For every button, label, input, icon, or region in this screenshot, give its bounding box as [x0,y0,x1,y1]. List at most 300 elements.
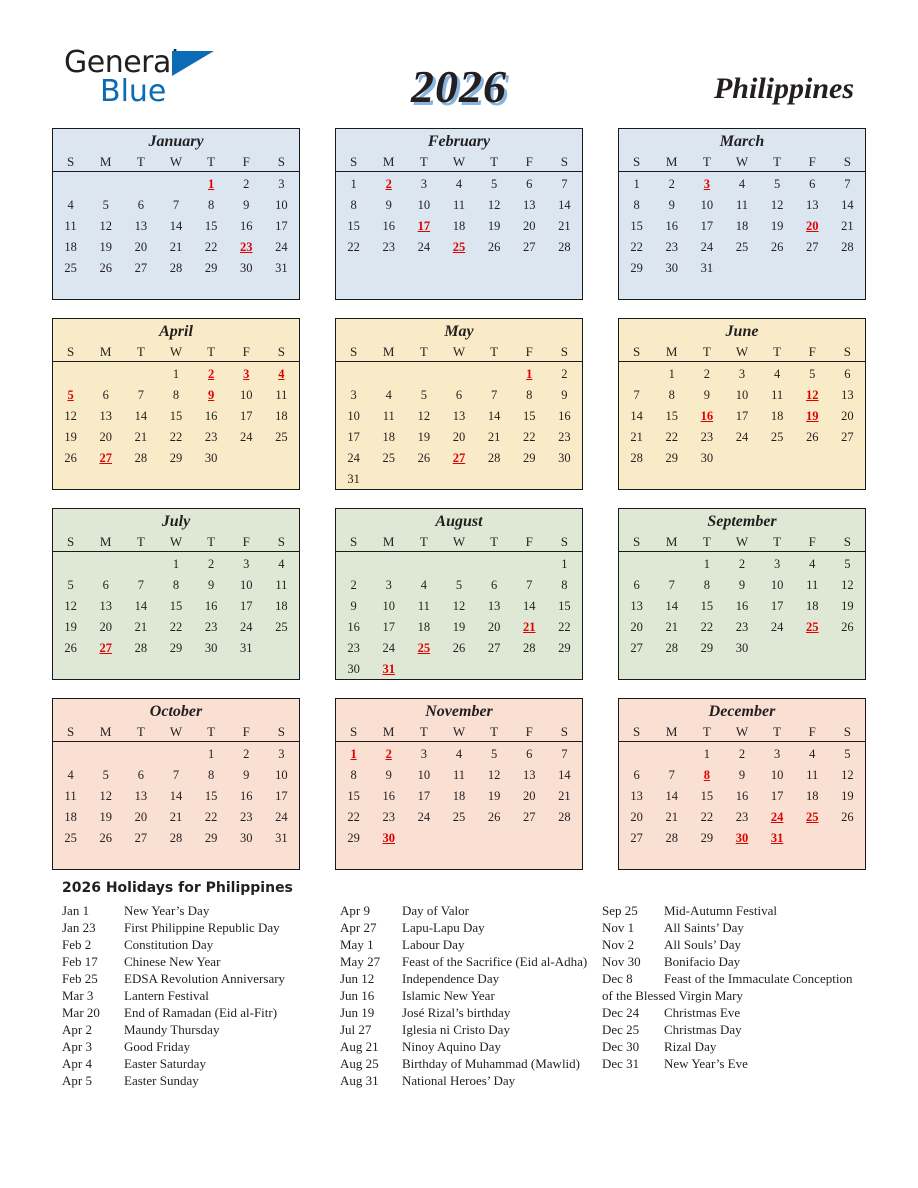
day-cell[interactable]: 11 [771,388,784,402]
day-cell[interactable]: 11 [806,768,819,782]
day-cell[interactable]: 9 [350,599,357,613]
day-cell[interactable]: 4 [420,578,427,592]
day-cell[interactable]: 26 [64,451,77,465]
day-cell[interactable]: 13 [134,789,148,803]
day-cell[interactable]: 2 [243,177,250,191]
day-cell-holiday[interactable]: 17 [417,219,431,233]
day-cell[interactable]: 13 [99,599,112,613]
day-cell[interactable]: 24 [275,240,288,254]
day-cell[interactable]: 6 [809,177,816,191]
day-cell[interactable]: 21 [558,219,571,233]
day-cell[interactable]: 15 [169,409,183,423]
day-cell[interactable]: 19 [417,430,431,444]
day-cell[interactable]: 25 [275,620,288,634]
day-cell-holiday[interactable]: 3 [243,367,250,381]
day-cell-holiday[interactable]: 9 [208,388,215,402]
day-cell[interactable]: 18 [770,409,784,423]
day-cell[interactable]: 20 [630,810,643,824]
day-cell[interactable]: 5 [844,557,851,571]
day-cell[interactable]: 28 [487,451,501,465]
day-cell[interactable]: 8 [703,578,710,592]
day-cell[interactable]: 10 [417,198,431,212]
day-cell-holiday[interactable]: 25 [452,240,466,254]
day-cell[interactable]: 25 [735,240,749,254]
day-cell[interactable]: 28 [558,240,571,254]
day-cell[interactable]: 24 [240,620,253,634]
day-cell[interactable]: 10 [275,768,288,782]
day-cell[interactable]: 13 [630,789,643,803]
day-cell[interactable]: 29 [347,831,360,845]
day-cell[interactable]: 30 [665,261,678,275]
day-cell[interactable]: 13 [452,409,466,423]
day-cell[interactable]: 2 [208,557,215,571]
day-cell[interactable]: 7 [561,177,568,191]
day-cell[interactable]: 28 [523,641,536,655]
day-cell-holiday[interactable]: 12 [806,388,819,402]
day-cell[interactable]: 15 [523,409,536,423]
day-cell[interactable]: 15 [204,219,218,233]
day-cell[interactable]: 23 [382,810,395,824]
day-cell[interactable]: 2 [738,747,746,761]
day-cell[interactable]: 12 [64,409,77,423]
day-cell[interactable]: 15 [700,789,714,803]
day-cell[interactable]: 7 [172,768,180,782]
day-cell[interactable]: 13 [630,599,643,613]
day-cell[interactable]: 9 [243,768,250,782]
day-cell[interactable]: 1 [668,367,675,381]
day-cell[interactable]: 31 [240,641,253,655]
day-cell[interactable]: 14 [558,198,571,212]
day-cell[interactable]: 15 [700,599,714,613]
day-cell[interactable]: 23 [700,430,714,444]
day-cell[interactable]: 8 [208,768,215,782]
day-cell[interactable]: 28 [841,240,854,254]
day-cell-holiday[interactable]: 1 [350,747,357,761]
day-cell[interactable]: 26 [841,810,854,824]
day-cell[interactable]: 30 [347,662,360,676]
day-cell[interactable]: 1 [208,747,215,761]
day-cell[interactable]: 30 [240,831,253,845]
day-cell[interactable]: 10 [735,388,749,402]
day-cell[interactable]: 9 [738,768,746,782]
day-cell[interactable]: 8 [208,198,215,212]
day-cell[interactable]: 29 [665,451,678,465]
day-cell-holiday[interactable]: 31 [770,831,784,845]
day-cell[interactable]: 16 [240,789,253,803]
day-cell[interactable]: 18 [275,409,288,423]
day-cell[interactable]: 27 [487,641,501,655]
day-cell[interactable]: 11 [452,198,466,212]
day-cell[interactable]: 26 [99,831,112,845]
day-cell[interactable]: 3 [278,177,285,191]
day-cell[interactable]: 10 [240,388,253,402]
day-cell[interactable]: 7 [172,198,180,212]
day-cell[interactable]: 12 [452,599,466,613]
day-cell[interactable]: 18 [382,430,395,444]
day-cell[interactable]: 25 [64,261,77,275]
day-cell[interactable]: 4 [385,388,392,402]
day-cell[interactable]: 22 [558,620,571,634]
day-cell[interactable]: 30 [558,451,571,465]
day-cell[interactable]: 8 [526,388,533,402]
day-cell[interactable]: 23 [347,641,360,655]
day-cell[interactable]: 6 [633,768,640,782]
day-cell-holiday[interactable]: 21 [523,620,536,634]
day-cell[interactable]: 1 [703,557,710,571]
day-cell[interactable]: 15 [630,219,643,233]
day-cell[interactable]: 27 [523,240,536,254]
day-cell[interactable]: 9 [703,388,710,402]
day-cell[interactable]: 1 [561,557,568,571]
day-cell[interactable]: 14 [169,219,183,233]
day-cell[interactable]: 14 [630,409,643,423]
day-cell-holiday[interactable]: 19 [806,409,819,423]
day-cell[interactable]: 31 [275,261,288,275]
day-cell[interactable]: 19 [770,219,784,233]
day-cell-holiday[interactable]: 5 [67,388,74,402]
day-cell[interactable]: 4 [738,177,746,191]
day-cell[interactable]: 20 [630,620,643,634]
day-cell[interactable]: 15 [169,599,183,613]
day-cell[interactable]: 28 [630,451,643,465]
day-cell[interactable]: 20 [523,219,536,233]
day-cell[interactable]: 18 [417,620,431,634]
day-cell[interactable]: 31 [700,261,714,275]
day-cell[interactable]: 23 [665,240,678,254]
day-cell[interactable]: 23 [240,810,253,824]
day-cell[interactable]: 29 [630,261,643,275]
day-cell[interactable]: 20 [841,409,854,423]
day-cell[interactable]: 16 [665,219,678,233]
day-cell[interactable]: 2 [561,367,568,381]
day-cell[interactable]: 20 [99,430,112,444]
day-cell[interactable]: 12 [64,599,77,613]
day-cell[interactable]: 10 [275,198,288,212]
day-cell[interactable]: 4 [278,557,285,571]
day-cell[interactable]: 11 [64,789,77,803]
day-cell[interactable]: 20 [487,620,501,634]
day-cell[interactable]: 26 [99,261,112,275]
day-cell[interactable]: 19 [64,620,77,634]
day-cell[interactable]: 10 [417,768,431,782]
day-cell-holiday[interactable]: 4 [278,367,285,381]
day-cell[interactable]: 13 [523,768,536,782]
day-cell[interactable]: 27 [134,261,148,275]
day-cell[interactable]: 1 [172,367,180,381]
day-cell[interactable]: 10 [347,409,360,423]
day-cell[interactable]: 26 [487,810,501,824]
day-cell[interactable]: 17 [735,409,749,423]
day-cell[interactable]: 20 [523,789,536,803]
day-cell[interactable]: 30 [204,451,218,465]
day-cell[interactable]: 3 [738,367,746,381]
day-cell[interactable]: 22 [665,430,678,444]
day-cell[interactable]: 22 [204,240,218,254]
day-cell[interactable]: 20 [99,620,112,634]
day-cell[interactable]: 7 [561,747,568,761]
day-cell[interactable]: 29 [204,261,218,275]
day-cell[interactable]: 2 [738,557,746,571]
day-cell[interactable]: 7 [844,177,851,191]
day-cell[interactable]: 17 [382,620,395,634]
day-cell[interactable]: 17 [700,219,714,233]
day-cell[interactable]: 12 [99,789,112,803]
day-cell[interactable]: 2 [703,367,710,381]
day-cell[interactable]: 16 [382,789,395,803]
day-cell-holiday[interactable]: 27 [99,641,112,655]
day-cell[interactable]: 17 [347,430,360,444]
day-cell[interactable]: 4 [455,747,463,761]
day-cell[interactable]: 12 [487,198,501,212]
day-cell-holiday[interactable]: 1 [526,367,533,381]
day-cell[interactable]: 24 [417,240,431,254]
day-cell[interactable]: 13 [99,409,112,423]
day-cell[interactable]: 14 [841,198,854,212]
day-cell[interactable]: 17 [275,789,288,803]
day-cell[interactable]: 9 [738,578,746,592]
day-cell[interactable]: 30 [240,261,253,275]
day-cell[interactable]: 22 [523,430,536,444]
day-cell[interactable]: 14 [665,789,678,803]
day-cell[interactable]: 16 [558,409,571,423]
day-cell[interactable]: 31 [275,831,288,845]
day-cell[interactable]: 4 [809,557,816,571]
day-cell[interactable]: 17 [240,409,253,423]
day-cell-holiday[interactable]: 25 [417,641,431,655]
day-cell[interactable]: 14 [523,599,536,613]
day-cell[interactable]: 24 [347,451,360,465]
day-cell[interactable]: 6 [526,177,533,191]
day-cell[interactable]: 11 [806,578,819,592]
day-cell[interactable]: 5 [774,177,781,191]
day-cell[interactable]: 4 [455,177,463,191]
day-cell[interactable]: 18 [64,810,77,824]
day-cell[interactable]: 24 [417,810,431,824]
day-cell[interactable]: 3 [278,747,285,761]
day-cell[interactable]: 3 [774,557,781,571]
day-cell[interactable]: 7 [668,768,675,782]
day-cell[interactable]: 19 [841,789,854,803]
day-cell[interactable]: 5 [455,578,463,592]
day-cell[interactable]: 19 [64,430,77,444]
day-cell[interactable]: 11 [735,198,749,212]
day-cell[interactable]: 6 [102,388,109,402]
day-cell[interactable]: 4 [774,367,781,381]
day-cell[interactable]: 24 [382,641,395,655]
day-cell[interactable]: 19 [841,599,854,613]
day-cell[interactable]: 19 [487,789,501,803]
day-cell[interactable]: 21 [665,620,678,634]
day-cell[interactable]: 18 [806,789,819,803]
day-cell[interactable]: 24 [770,620,784,634]
day-cell[interactable]: 5 [491,177,498,191]
day-cell-holiday[interactable]: 1 [208,177,215,191]
day-cell-holiday[interactable]: 25 [806,620,819,634]
day-cell-holiday[interactable]: 16 [700,409,714,423]
day-cell[interactable]: 8 [633,198,640,212]
day-cell[interactable]: 6 [526,747,533,761]
day-cell[interactable]: 22 [169,620,183,634]
day-cell[interactable]: 27 [806,240,819,254]
day-cell[interactable]: 2 [243,747,250,761]
day-cell[interactable]: 25 [275,430,288,444]
day-cell[interactable]: 9 [208,578,215,592]
day-cell[interactable]: 17 [770,599,784,613]
day-cell[interactable]: 18 [275,599,288,613]
day-cell[interactable]: 13 [841,388,854,402]
day-cell[interactable]: 8 [668,388,675,402]
day-cell[interactable]: 1 [172,557,180,571]
day-cell[interactable]: 21 [487,430,501,444]
day-cell[interactable]: 24 [735,430,749,444]
day-cell[interactable]: 15 [347,789,360,803]
day-cell[interactable]: 3 [350,388,357,402]
day-cell[interactable]: 14 [487,409,501,423]
day-cell[interactable]: 2 [350,578,357,592]
day-cell[interactable]: 29 [700,641,714,655]
day-cell[interactable]: 4 [67,198,74,212]
day-cell[interactable]: 21 [841,219,854,233]
day-cell[interactable]: 23 [204,620,218,634]
day-cell[interactable]: 1 [703,747,710,761]
day-cell-holiday[interactable]: 27 [99,451,112,465]
day-cell[interactable]: 9 [668,198,675,212]
day-cell[interactable]: 26 [417,451,431,465]
day-cell[interactable]: 28 [665,831,678,845]
day-cell[interactable]: 21 [134,430,148,444]
day-cell[interactable]: 10 [382,599,395,613]
day-cell[interactable]: 17 [770,789,784,803]
day-cell[interactable]: 28 [134,641,148,655]
day-cell-holiday[interactable]: 2 [385,747,392,761]
day-cell[interactable]: 28 [169,261,183,275]
day-cell[interactable]: 11 [452,768,466,782]
day-cell[interactable]: 31 [347,472,360,486]
day-cell[interactable]: 28 [134,451,148,465]
day-cell[interactable]: 29 [169,451,183,465]
day-cell[interactable]: 30 [735,641,749,655]
day-cell[interactable]: 6 [102,578,109,592]
day-cell[interactable]: 8 [350,198,357,212]
day-cell[interactable]: 26 [806,430,819,444]
day-cell[interactable]: 27 [630,831,643,845]
day-cell[interactable]: 6 [137,198,144,212]
day-cell[interactable]: 22 [700,620,714,634]
day-cell-holiday[interactable]: 30 [382,831,395,845]
day-cell[interactable]: 6 [491,578,498,592]
day-cell[interactable]: 25 [382,451,395,465]
day-cell[interactable]: 14 [169,789,183,803]
day-cell[interactable]: 5 [491,747,498,761]
day-cell[interactable]: 16 [204,409,218,423]
day-cell[interactable]: 20 [134,240,148,254]
day-cell[interactable]: 11 [382,409,395,423]
day-cell[interactable]: 12 [99,219,112,233]
day-cell[interactable]: 5 [67,578,74,592]
day-cell[interactable]: 27 [630,641,643,655]
day-cell[interactable]: 21 [169,810,183,824]
day-cell[interactable]: 16 [735,789,749,803]
day-cell[interactable]: 3 [774,747,781,761]
day-cell[interactable]: 22 [204,810,218,824]
day-cell[interactable]: 16 [382,219,395,233]
day-cell[interactable]: 4 [809,747,816,761]
day-cell[interactable]: 13 [134,219,148,233]
day-cell[interactable]: 7 [137,388,144,402]
day-cell[interactable]: 27 [841,430,854,444]
day-cell[interactable]: 19 [99,240,112,254]
day-cell[interactable]: 22 [700,810,714,824]
day-cell[interactable]: 6 [844,367,851,381]
day-cell[interactable]: 18 [806,599,819,613]
day-cell[interactable]: 19 [99,810,112,824]
day-cell[interactable]: 3 [420,177,427,191]
day-cell[interactable]: 11 [275,388,288,402]
day-cell[interactable]: 10 [700,198,714,212]
day-cell[interactable]: 12 [487,768,501,782]
day-cell[interactable]: 11 [275,578,288,592]
day-cell[interactable]: 12 [841,578,854,592]
day-cell[interactable]: 11 [64,219,77,233]
day-cell[interactable]: 5 [102,768,109,782]
day-cell[interactable]: 14 [134,409,148,423]
day-cell-holiday[interactable]: 27 [452,451,466,465]
day-cell[interactable]: 22 [630,240,643,254]
day-cell[interactable]: 26 [487,240,501,254]
day-cell[interactable]: 29 [700,831,714,845]
day-cell[interactable]: 7 [137,578,144,592]
day-cell[interactable]: 8 [172,578,180,592]
day-cell[interactable]: 5 [102,198,109,212]
day-cell[interactable]: 18 [64,240,77,254]
day-cell[interactable]: 20 [134,810,148,824]
day-cell[interactable]: 18 [452,789,466,803]
day-cell[interactable]: 6 [633,578,640,592]
day-cell[interactable]: 12 [770,198,784,212]
day-cell-holiday[interactable]: 24 [770,810,784,824]
day-cell[interactable]: 14 [558,768,571,782]
day-cell[interactable]: 3 [420,747,427,761]
day-cell[interactable]: 29 [558,641,571,655]
day-cell[interactable]: 22 [347,240,360,254]
day-cell[interactable]: 20 [452,430,466,444]
day-cell[interactable]: 1 [633,177,640,191]
day-cell[interactable]: 17 [275,219,288,233]
day-cell[interactable]: 16 [240,219,253,233]
day-cell[interactable]: 16 [347,620,360,634]
day-cell[interactable]: 18 [452,219,466,233]
day-cell[interactable]: 4 [67,768,74,782]
day-cell-holiday[interactable]: 25 [806,810,819,824]
day-cell[interactable]: 24 [240,430,253,444]
day-cell[interactable]: 26 [841,620,854,634]
day-cell[interactable]: 15 [204,789,218,803]
day-cell[interactable]: 15 [558,599,571,613]
day-cell[interactable]: 14 [134,599,148,613]
day-cell[interactable]: 25 [64,831,77,845]
day-cell[interactable]: 22 [169,430,183,444]
day-cell[interactable]: 28 [169,831,183,845]
day-cell[interactable]: 23 [735,620,749,634]
day-cell-holiday[interactable]: 30 [735,831,749,845]
day-cell[interactable]: 7 [668,578,675,592]
day-cell[interactable]: 9 [385,768,392,782]
day-cell-holiday[interactable]: 8 [703,768,710,782]
day-cell[interactable]: 24 [700,240,714,254]
day-cell[interactable]: 24 [275,810,288,824]
day-cell[interactable]: 13 [806,198,819,212]
day-cell[interactable]: 9 [385,198,392,212]
